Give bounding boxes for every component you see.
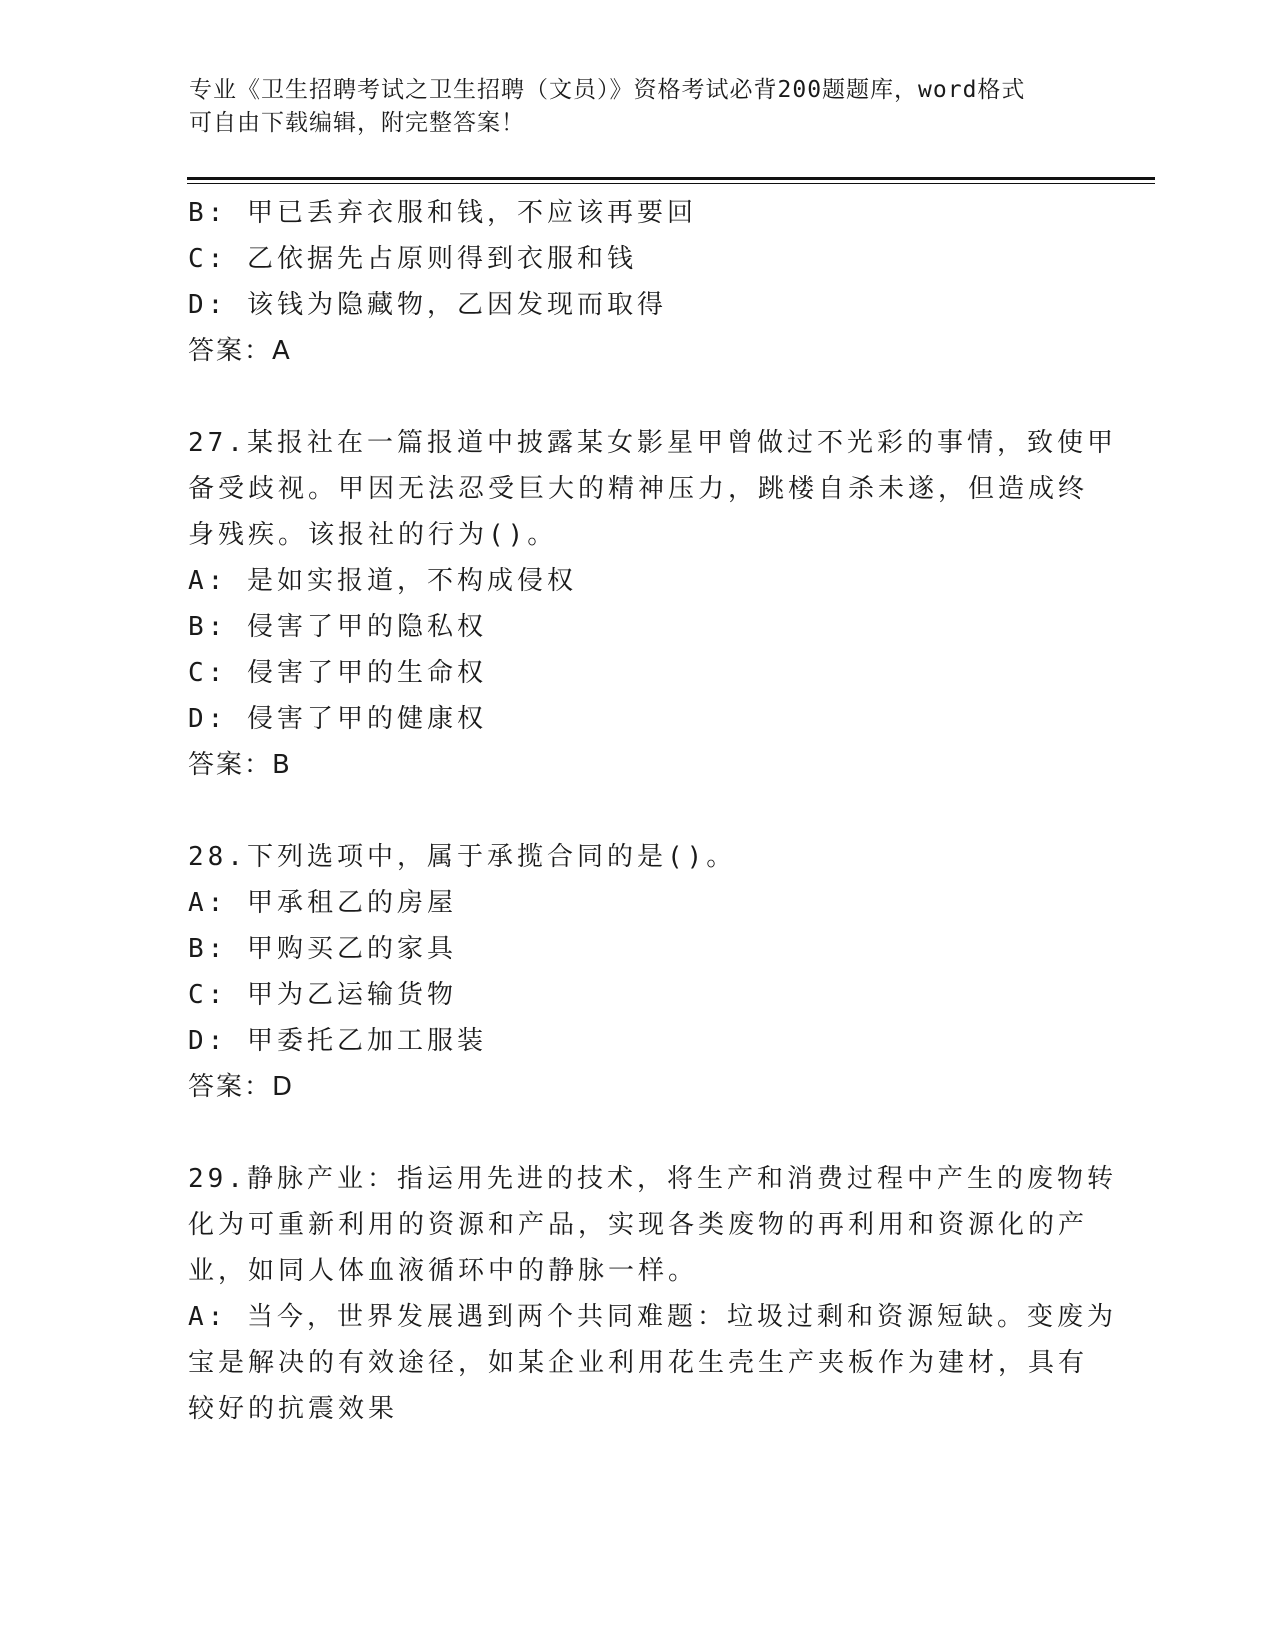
header-line-2: 可自由下载编辑，附完整答案！ (189, 110, 525, 136)
question-29 (188, 1156, 1117, 1432)
option-c: C: 甲为乙运输货物 (188, 980, 457, 1010)
option-d: D: 该钱为隐藏物，乙因发现而取得 (188, 290, 667, 320)
answer-line: 答案：D (188, 1072, 295, 1102)
question-stem-line: 27.某报社在一篇报道中披露某女影星甲曾做过不光彩的事情，致使甲 (188, 428, 1117, 458)
question-list (188, 190, 1117, 1432)
spacer (188, 1110, 1088, 1156)
option-c: C: 侵害了甲的生命权 (188, 658, 487, 688)
option-a-continued: 宝是解决的有效途径，如某企业利用花生壳生产夹板作为建材，具有 (188, 1348, 1089, 1378)
option-b: B: 甲购买乙的家具 (188, 934, 457, 964)
header-rule-thin (187, 183, 1155, 184)
option-b: B: 侵害了甲的隐私权 (188, 612, 487, 642)
header-line-1: 专业《卫生招聘考试之卫生招聘（文员）》资格考试必背200题题库，word格式 (189, 77, 1026, 103)
header-rule-thick (187, 177, 1155, 180)
question-stem-line: 化为可重新利用的资源和产品，实现各类废物的再利用和资源化的产 (188, 1210, 1089, 1240)
option-c: C: 乙依据先占原则得到衣服和钱 (188, 244, 637, 274)
question-stem-line: 备受歧视。甲因无法忍受巨大的精神压力，跳楼自杀未遂，但造成终 (188, 474, 1089, 504)
option-d: D: 侵害了甲的健康权 (188, 704, 487, 734)
option-d: D: 甲委托乙加工服装 (188, 1026, 487, 1056)
question-26-tail (188, 190, 1088, 374)
question-27 (188, 420, 1117, 788)
answer-line: 答案：A (188, 336, 292, 366)
option-a: A: 是如实报道，不构成侵权 (188, 566, 577, 596)
question-28 (188, 834, 1088, 1110)
option-a: A: 当今，世界发展遇到两个共同难题：垃圾过剩和资源短缺。变废为 (188, 1302, 1117, 1332)
question-stem-line: 29.静脉产业：指运用先进的技术，将生产和消费过程中产生的废物转 (188, 1164, 1117, 1194)
option-b: B: 甲已丢弃衣服和钱，不应该再要回 (188, 198, 697, 228)
option-a: A: 甲承租乙的房屋 (188, 888, 457, 918)
option-a-continued: 较好的抗震效果 (188, 1394, 399, 1424)
question-stem-line: 28.下列选项中，属于承揽合同的是()。 (188, 842, 737, 872)
answer-line: 答案：B (188, 750, 292, 780)
question-stem-line: 身残疾。该报社的行为()。 (188, 520, 558, 550)
document-header (189, 74, 1089, 140)
spacer (188, 788, 1088, 834)
spacer (188, 374, 1088, 420)
question-stem-line: 业，如同人体血液循环中的静脉一样。 (188, 1256, 699, 1286)
